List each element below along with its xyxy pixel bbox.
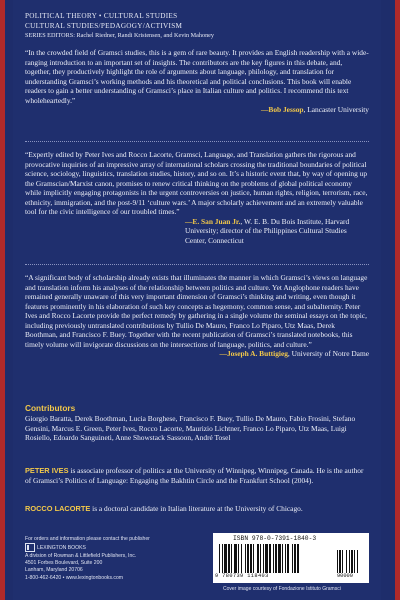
publisher-address-2: Lanham, Maryland 20706 [25,567,83,574]
cover-credit: Cover image courtesy of Fondazione Istituto Gramsci [223,586,341,592]
divider [25,264,369,265]
publisher-division: A division of Rowman & Littlefield Publishers, Inc. [25,552,137,559]
blurb-attribution [25,105,369,115]
barcode-box [213,533,369,583]
bio-rocco-lacorte [25,504,369,514]
blurb-author: —E. San Juan Jr. [185,216,241,226]
bio-peter-ives [25,466,369,485]
blurb-author: —Joseph A. Buttigieg [219,349,288,359]
orders-note: For orders and information please contact the publisher [25,536,150,542]
publisher-address-1: 4501 Forbes Boulevard, Suite 200 [25,560,103,567]
bio-name: ROCCO LACORTE [25,504,91,513]
divider [25,141,369,142]
publisher-info [25,536,150,582]
blurb-text: “Expertly edited by Peter Ives and Rocco Lacorte, Gramsci, Language, and Translation gathers the rigorous and provocative inquiries of an impressive array of international scholars crossing the traditional boundaries of political science, sociology, linguistics, translation studies, history, and so on. It’s a historic event that, by way of opening up the Gramscian/Marxist canon, promises to renew critical thinking on the problems of global political economy while implicitly engaging protagonists in the urgent controversies on justice, human rights, religion, terrorism, race, ethnicity, immigration, and the post-9/11 ‘culture wars.’ A major scholarly achievement and an extremely valuable tool for the civic intelligence of our troubled times.” [25,150,368,217]
series-editors: SERIES EDITORS: Rachel Riedner, Randi Kristensen, and Kevin Mahoney [25,32,215,39]
blurb-2 [25,150,369,245]
publisher-logo-icon [25,543,35,552]
contributors-list: Giorgio Baratta, Derek Boothman, Lucia Borghese, Francisco F. Buey, Tullio De Mauro, Fabio Frosini, Stefano Gensini, Marcus E. Green, Peter Ives, Rocco Lacorte, Maurizio Lichtner, Franco Lo Piparo, Utz Maas, Luigi Rosiello, Edoardo Sanguineti, Anne Showstack Sassoon, André Tosel [25,414,356,443]
blurb-author: —Bob Jessop [261,105,304,115]
blurb-3 [25,273,369,359]
blurb-attribution [25,349,369,359]
barcode-graphic [217,544,367,573]
blurb-text: “In the crowded field of Gramsci studies, this is a gem of rare beauty. It provides an English readership with a wide-ranging introduction to an important set of insights. The contributors are the key figures in this debate, and, together, they productively highlight the role of arguments about language, philology, and translation for understanding Gramsci’s working methods and his theoretical and political conclusions. This book will enable readers to gain a better understanding of Gramsci’s place in Italian culture and politics. I recommend this text wholeheartedly.” [25,48,369,105]
blurb-text: “A significant body of scholarship already exists that illuminates the manner in which Gramsci’s views on language and translation inform his analyses of the relationship between politics and culture. Yet Anglophone readers have remained generally unaware of this very important dimension of Gramsci’s thinking and writing, even though it features prominently in his elaboration of such key concepts as hegemony, common sense, and subalternity. Peter Ives and Rocco Lacorte provide the perfect remedy by gathering in a single volume the seminal essays on the topic, including previously untranslated contributions by Tullio De Mauro, Franco Lo Piparo, Utz Maas, Derek Boothman, and Francisco F. Buey. Together with the recent publication of Gramsci’s translated notebooks, this timely volume will invigorate discussions on the intersections of language, politics, and culture.” [25,273,368,349]
barcode-digits: 9 780739 118403 [215,573,269,579]
contributors-heading: Contributors [25,403,76,413]
bio-name: PETER IVES [25,466,69,475]
blurb-1 [25,48,369,115]
bio-text: is associate professor of politics at the University of Winnipeg, Winnipeg, Canada. He is the author of Gramsci’s Politics of Language: Engaging the Bakhtin Circle and the Frankfurt School (2004). [25,466,364,485]
price-code: 90000 [337,573,353,579]
blurb-affiliation: , University of Notre Dame [287,349,369,359]
blurb-affiliation: , Lancaster University [303,105,369,115]
spine-edge-right [395,0,400,600]
blurb-attribution [25,217,369,246]
bio-text: is a doctoral candidate in Italian literature at the University of Chicago. [90,504,303,513]
publisher-name-line [25,543,150,552]
blurb-affiliation: , W. E. B. Du Bois Institute, Harvard University; director of the Philippines Cultural Studies Center, Connecticut [185,216,350,245]
series-title: CULTURAL STUDIES/PEDAGOGY/ACTIVISM [25,21,183,30]
series-info [25,12,214,41]
publisher-name: LEXINGTON BOOKS [37,545,86,552]
isbn-label: ISBN 978-0-7391-1840-3 [233,535,317,542]
spine-edge-left [0,0,5,600]
publisher-contact: 1-800-462-6420 • www.lexingtonbooks.com [25,574,124,581]
back-cover [13,0,381,600]
subject-categories: POLITICAL THEORY • CULTURAL STUDIES [25,12,178,20]
